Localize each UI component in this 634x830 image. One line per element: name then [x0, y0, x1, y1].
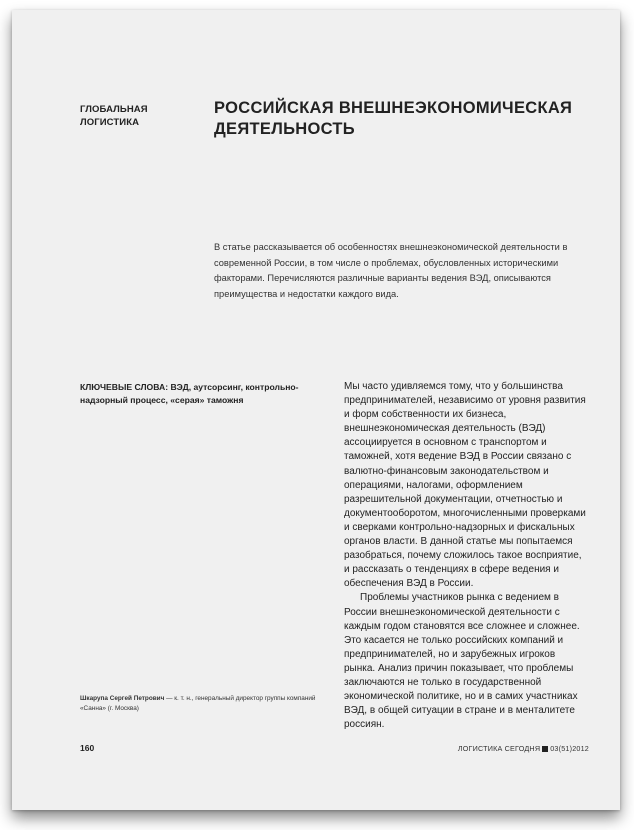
- section-label: ГЛОБАЛЬНАЯ ЛОГИСТИКА: [80, 104, 148, 128]
- body-paragraph-1: Мы часто удивляемся тому, что у большинства предпринимателей, независимо от уровня развития и форм собственности их бизнеса, внешнеэкономическая деятельность (ВЭД) ассоциируется в основном с транспортом и таможней, хотя ведение ВЭД в России связано с валютно-финансовым законодательством и операциями, налогами, оформлением разрешительной документации, отчетностью и документооборотом, многочисленными проверками и сверками контрольно-надзорных и фискальных органов власти. В данной статье мы попытаемся разобраться, почему сложилось такое восприятие, и рассказать о тенденциях в сфере ведения и обеспечения ВЭД в России.: [344, 381, 586, 590]
- author-name: Шкарупа Сергей Петрович: [80, 695, 165, 702]
- journal-footer: [458, 744, 589, 753]
- author-info: [80, 694, 335, 713]
- page-number: 160: [80, 743, 95, 753]
- article-abstract: В статье рассказывается об особенностях внешнеэкономической деятельности в современной России, в том числе о проблемах, обусловленных историческими факторами. Перечисляются различные варианты ведения ВЭД, описываются преимущества и недостатки каждого вида.: [214, 242, 568, 299]
- article-title: РОССИЙСКАЯ ВНЕШНЕЭКОНОМИЧЕСКАЯ ДЕЯТЕЛЬНОСТЬ: [214, 99, 573, 138]
- square-separator-icon: [542, 746, 548, 752]
- journal-name: ЛОГИСТИКА СЕГОДНЯ: [457, 744, 541, 753]
- magazine-page: [12, 10, 620, 810]
- keywords: КЛЮЧЕВЫЕ СЛОВА: ВЭД, аутсорсинг, контрольно-надзорный процесс, «серая» таможня: [80, 382, 299, 405]
- journal-issue: 03(51)2012: [550, 744, 589, 753]
- article-body: [344, 380, 589, 732]
- author-details: — к. т. н., генеральный директор группы компаний «Санна» (г. Москва): [80, 695, 316, 712]
- body-paragraph-2: Проблемы участников рынка с ведением в России внешнеэкономической деятельности с каждым годом становятся все сложнее и сложнее. Это касается не только российских компаний и предпринимателей, но и зарубежных игроков рынка. Анализ причин показывает, что проблемы заключаются не только в государственной экономической политике, но и в самих участниках ВЭД, в общей ситуации в стране и в менталитете россиян.: [344, 592, 580, 731]
